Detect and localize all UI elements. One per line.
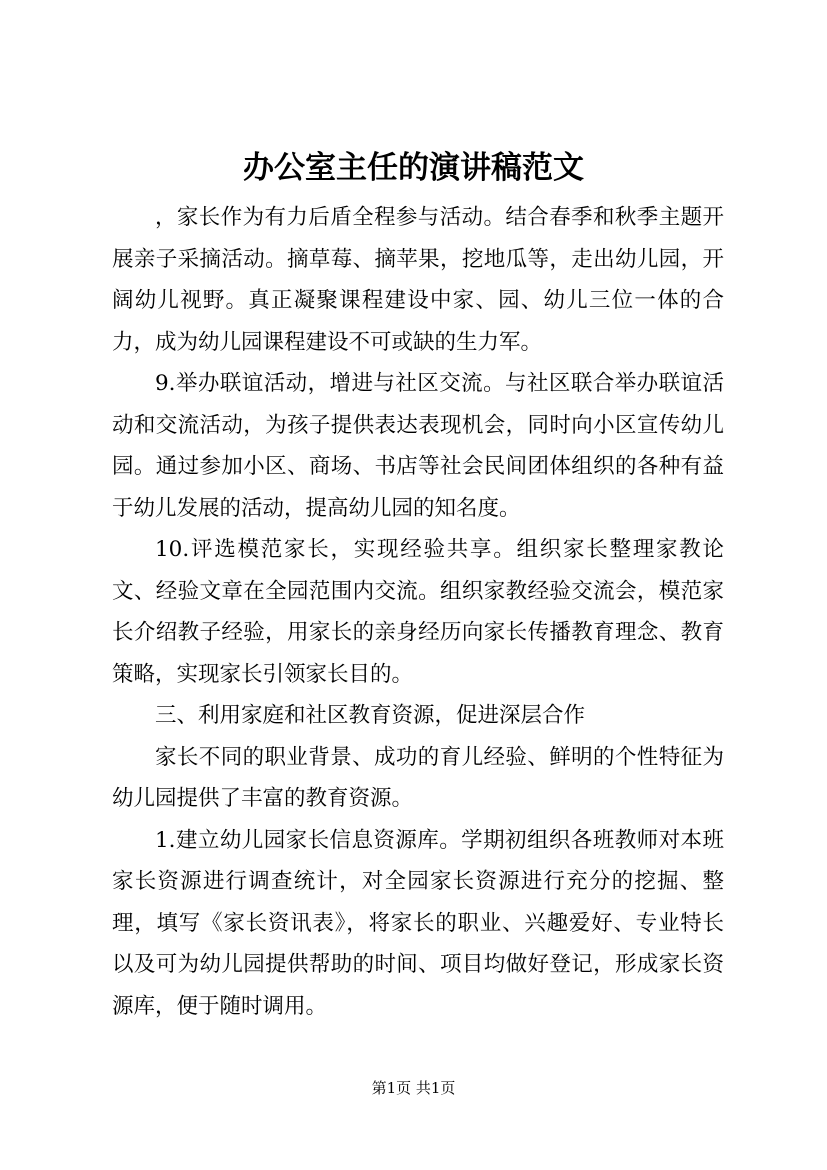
document-body: [112, 197, 724, 1027]
page-footer: 第1页 共1页: [371, 1079, 456, 1097]
section-heading: 三、利用家庭和社区教育资源，促进深层合作: [155, 703, 586, 728]
paragraph-3: 10.评选模范家长，实现经验共享。组织家长整理家教论文、经验文章在全园范围内交流。组织家教经验交流会，模范家长介绍教子经验，用家长的亲身经历向家长传播教育理念、教育策略，实现家长引领家长目的。: [112, 537, 724, 687]
paragraph-1: ，家长作为有力后盾全程参与活动。结合春季和秋季主题开展亲子采摘活动。摘草莓、摘苹果，挖地瓜等，走出幼儿园，开阔幼儿视野。真正凝聚课程建设中家、园、幼儿三位一体的合力，成为幼儿园课程建设不可或缺的生力军。: [112, 205, 724, 355]
paragraph-2: 9.举办联谊活动，增进与社区交流。与社区联合举办联谊活动和交流活动，为孩子提供表达表现机会，同时向小区宣传幼儿园。通过参加小区、商场、书店等社会民间团体组织的各种有益于幼儿发展的活动，提高幼儿园的知名度。: [112, 371, 724, 521]
paragraph-5: 1.建立幼儿园家长信息资源库。学期初组织各班教师对本班家长资源进行调查统计，对全园家长资源进行充分的挖掘、整理，填写《家长资讯表》，将家长的职业、兴趣爱好、专业特长以及可为幼儿园提供帮助的时间、项目均做好登记，形成家长资源库，便于随时调用。: [112, 827, 724, 1019]
document-title: 办公室主任的演讲稿范文: [243, 150, 584, 186]
paragraph-4: 家长不同的职业背景、成功的育儿经验、鲜明的个性特征为幼儿园提供了丰富的教育资源。: [112, 744, 724, 811]
